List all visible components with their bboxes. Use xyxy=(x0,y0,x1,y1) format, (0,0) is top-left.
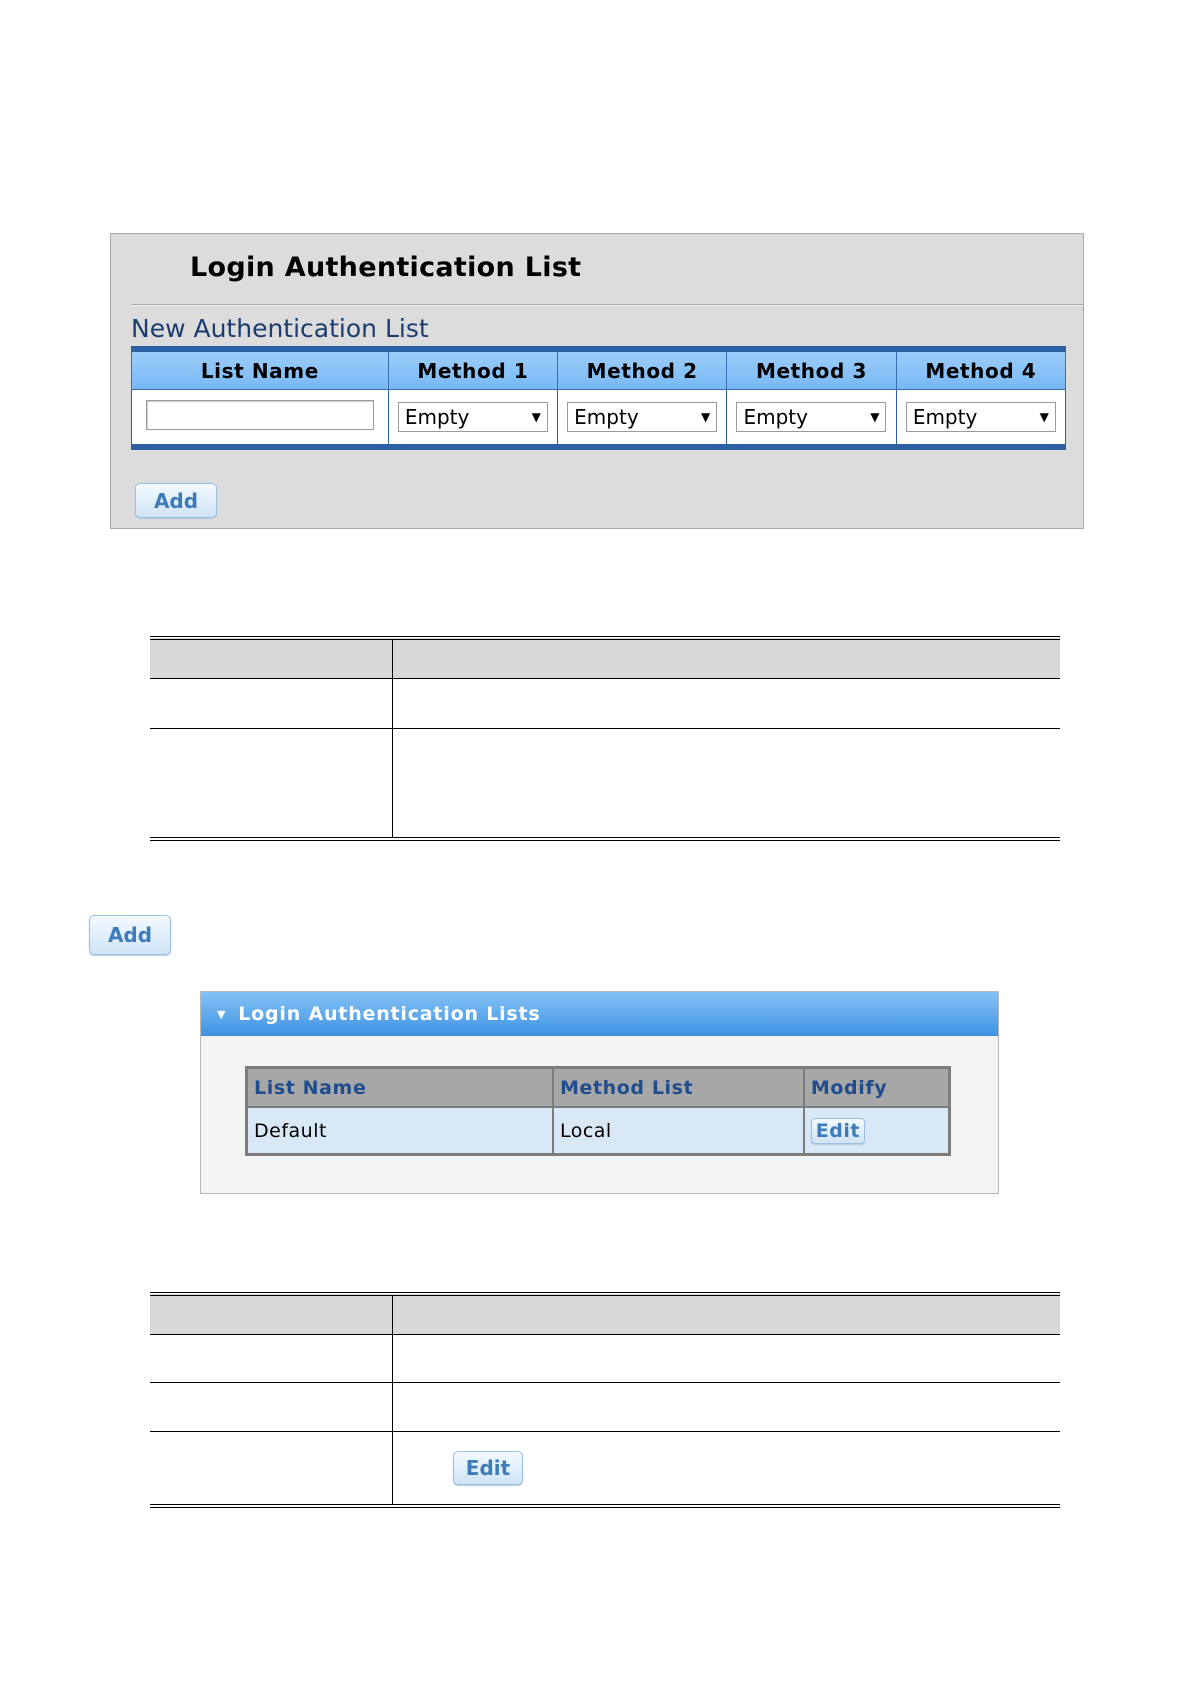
collapse-icon[interactable]: ▼ xyxy=(217,1007,227,1021)
edit-button[interactable]: Edit xyxy=(811,1118,865,1144)
column-header-modify: Modify xyxy=(804,1068,950,1108)
method-2-cell xyxy=(558,390,727,448)
table-cell xyxy=(150,1335,393,1383)
header-cell xyxy=(393,1294,1061,1335)
new-authentication-list-panel xyxy=(110,233,1084,529)
table-header-row xyxy=(150,638,1060,679)
triangle-down-icon: ▼ xyxy=(1039,410,1049,424)
table-row xyxy=(132,390,1066,448)
panel-header-title: Login Authentication Lists xyxy=(238,1003,541,1025)
divider xyxy=(131,304,1083,306)
panel-body xyxy=(201,1036,998,1193)
method-1-cell xyxy=(388,390,557,448)
header-cell xyxy=(150,1294,393,1335)
modify-cell xyxy=(804,1107,950,1155)
table-cell xyxy=(150,729,393,839)
table-row xyxy=(150,679,1060,729)
column-header-method-2: Method 2 xyxy=(558,349,727,390)
list-name-cell: Default xyxy=(247,1107,553,1155)
method-3-value: Empty xyxy=(743,405,808,429)
panel-title: Login Authentication List xyxy=(190,252,582,283)
column-header-list-name: List Name xyxy=(247,1068,553,1108)
table-header-row xyxy=(132,349,1066,390)
method-3-select[interactable] xyxy=(736,402,886,432)
method-1-value: Empty xyxy=(404,405,470,429)
table-row xyxy=(247,1107,950,1155)
table-header-row xyxy=(150,1294,1060,1335)
panel-header[interactable] xyxy=(201,992,998,1036)
method-list-cell: Local xyxy=(553,1107,804,1155)
add-button-sample[interactable]: Add xyxy=(89,915,171,955)
table-cell xyxy=(150,1432,393,1506)
table-cell xyxy=(393,1432,1061,1506)
table-cell xyxy=(150,1383,393,1432)
section-title: New Authentication List xyxy=(131,314,429,343)
table-cell xyxy=(393,1335,1061,1383)
table-row xyxy=(150,1432,1060,1506)
column-header-method-list: Method List xyxy=(553,1068,804,1108)
method-4-value: Empty xyxy=(912,405,978,429)
table-cell xyxy=(393,729,1061,839)
table-row xyxy=(150,1383,1060,1432)
authentication-lists-table xyxy=(245,1066,951,1156)
table-row xyxy=(150,729,1060,839)
table-header-row xyxy=(247,1068,950,1108)
method-1-select[interactable] xyxy=(398,402,548,432)
header-cell xyxy=(393,638,1061,679)
triangle-down-icon: ▼ xyxy=(870,410,880,424)
table-row xyxy=(150,1335,1060,1383)
method-2-value: Empty xyxy=(574,405,639,429)
method-2-select[interactable] xyxy=(567,402,717,432)
table-cell xyxy=(393,679,1061,729)
table-cell xyxy=(150,679,393,729)
method-4-cell xyxy=(896,390,1065,448)
column-header-method-3: Method 3 xyxy=(727,349,896,390)
column-header-method-1: Method 1 xyxy=(388,349,557,390)
login-authentication-lists-panel xyxy=(200,991,999,1194)
column-header-method-4: Method 4 xyxy=(896,349,1065,390)
edit-button-sample[interactable]: Edit xyxy=(453,1451,523,1485)
method-3-cell xyxy=(727,390,896,448)
table-cell xyxy=(393,1383,1061,1432)
column-header-list-name: List Name xyxy=(132,349,389,390)
triangle-down-icon: ▼ xyxy=(531,410,541,424)
description-table xyxy=(150,1292,1060,1508)
triangle-down-icon: ▼ xyxy=(700,410,711,424)
new-list-table xyxy=(131,346,1066,450)
list-name-cell xyxy=(132,390,389,448)
header-cell xyxy=(150,638,393,679)
method-4-select[interactable] xyxy=(906,402,1056,432)
description-table xyxy=(150,636,1060,841)
add-button[interactable]: Add xyxy=(135,483,217,518)
list-name-input[interactable] xyxy=(146,400,374,430)
